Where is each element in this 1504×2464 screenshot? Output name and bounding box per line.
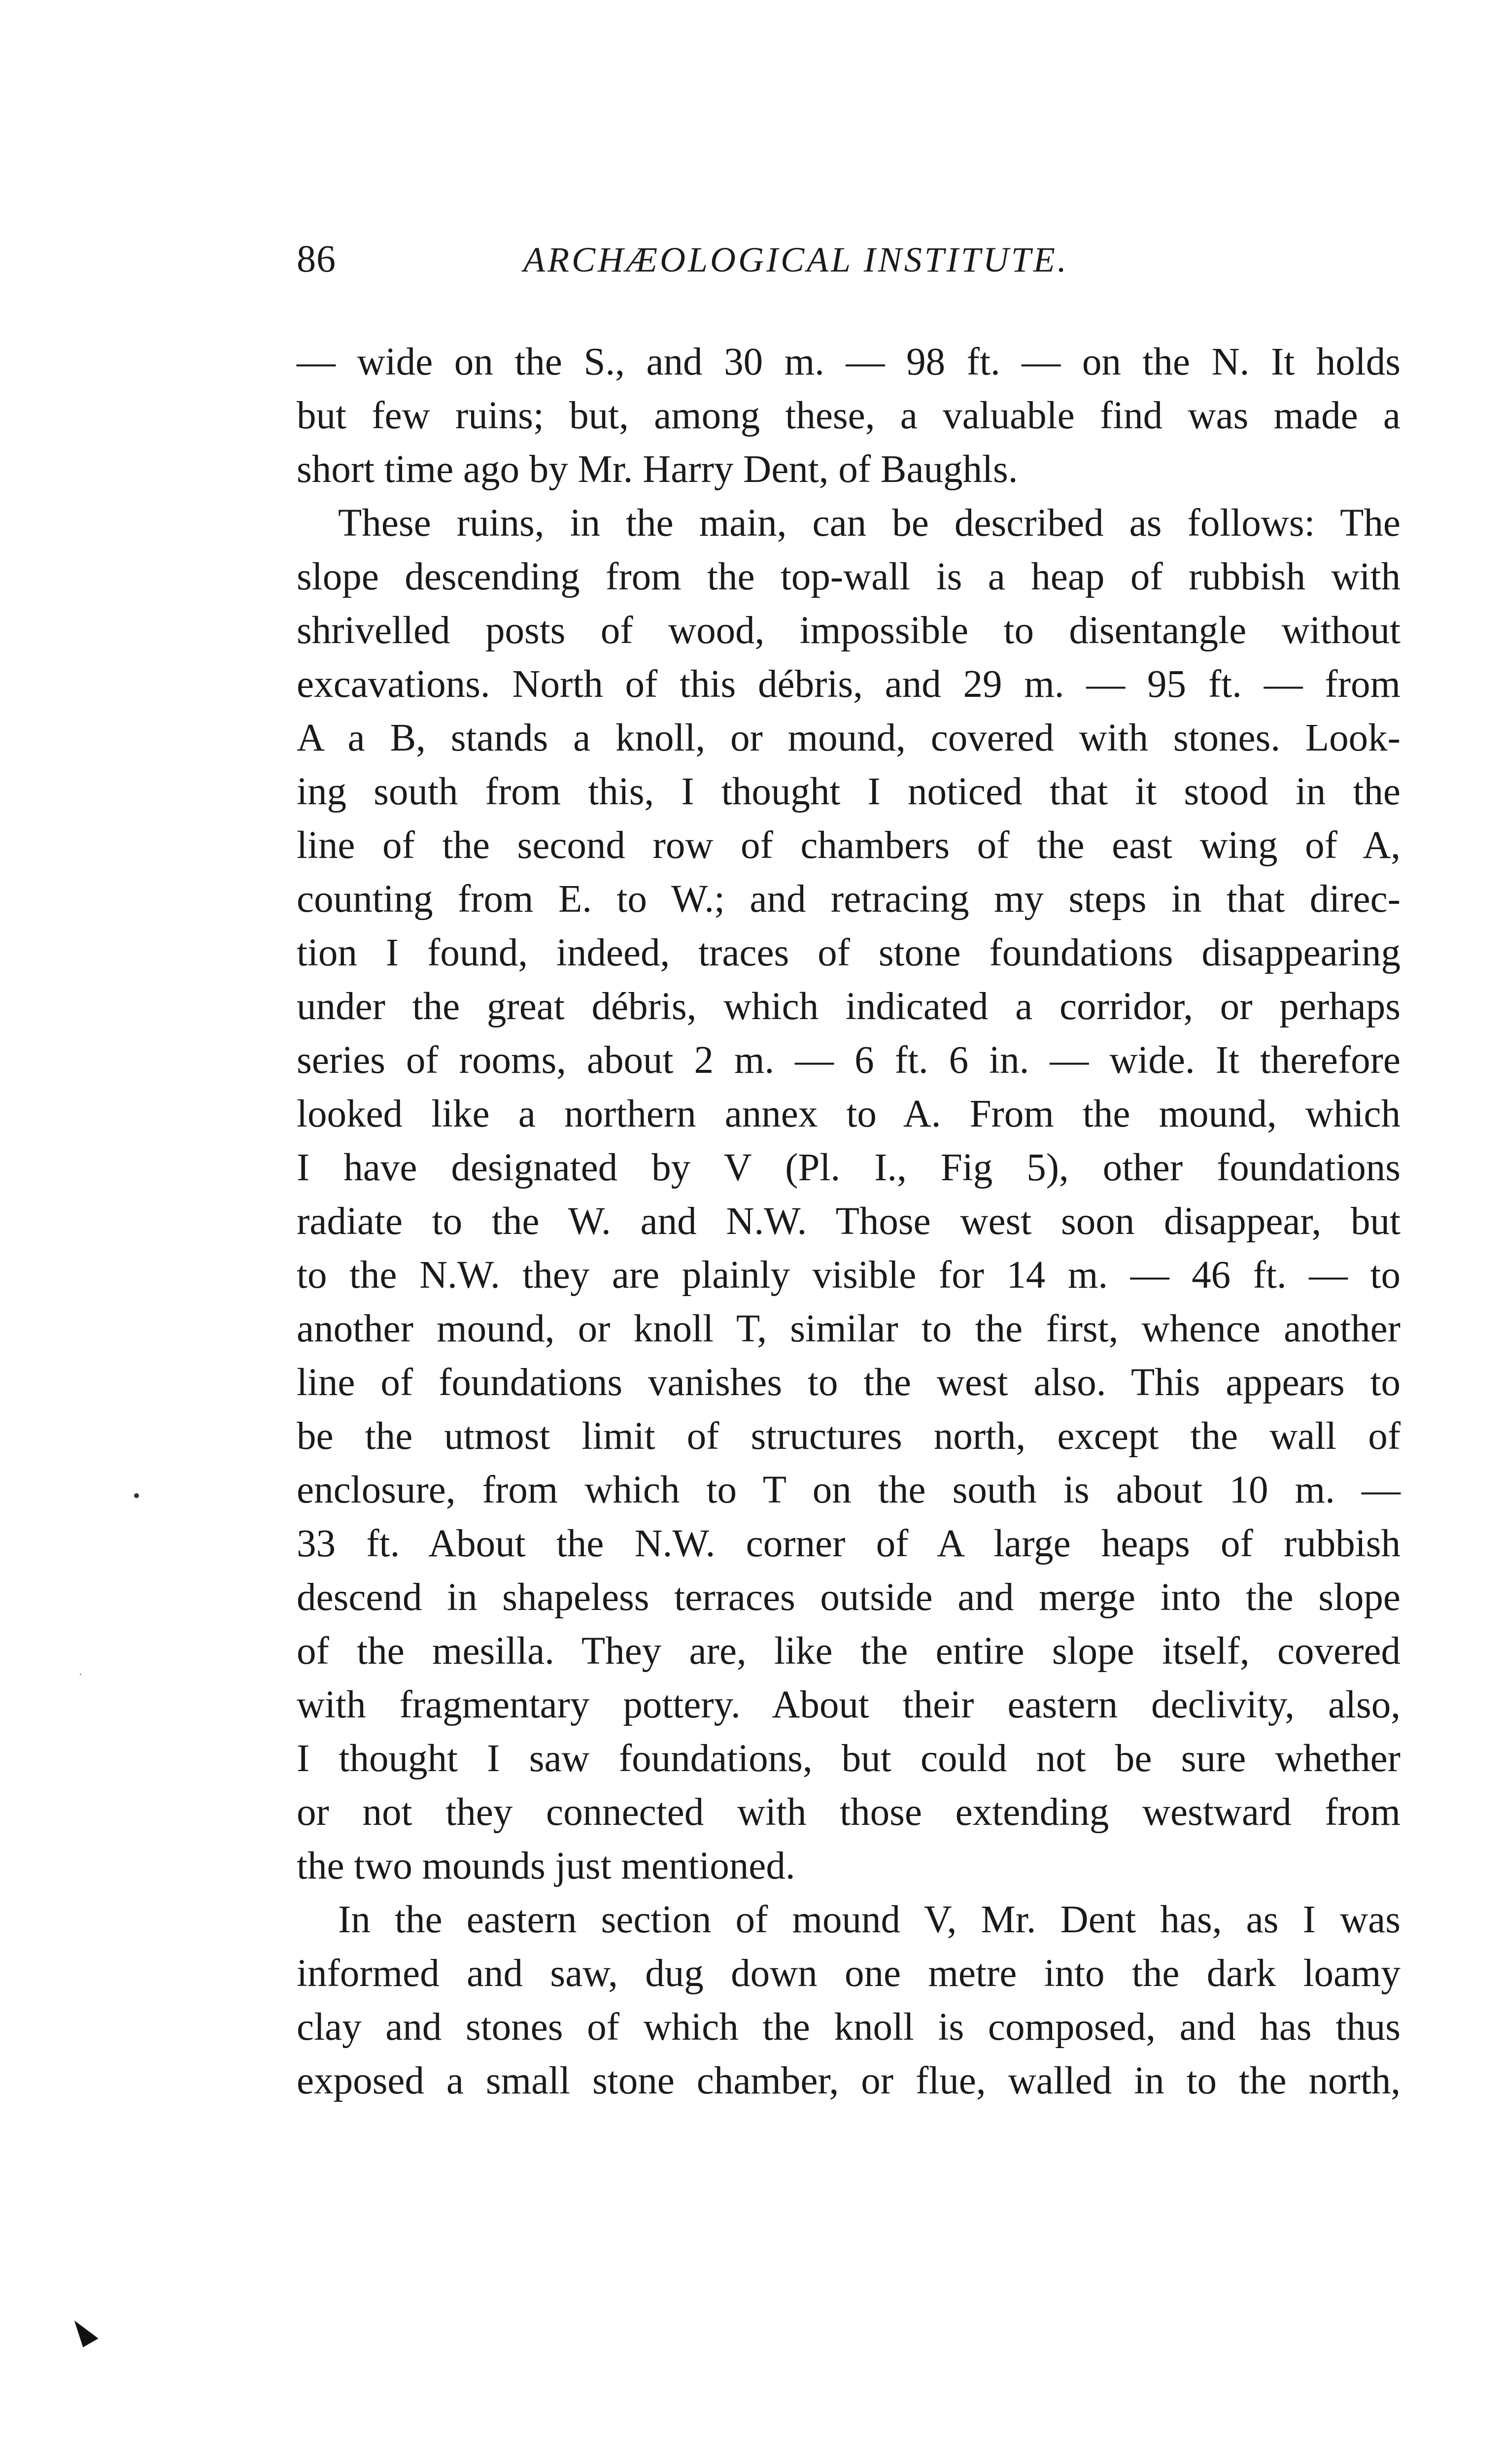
text-line: tion I found, indeed, traces of stone foundations disappearing bbox=[297, 931, 1401, 974]
text-line: series of rooms, about 2 m. — 6 ft. 6 in. — wide. It therefore bbox=[297, 1039, 1401, 1082]
text-line: informed and saw, dug down one metre into the dark loamy bbox=[297, 1952, 1401, 1995]
text-line: excavations. North of this débris, and 29 m. — 95 ft. — from bbox=[297, 663, 1401, 706]
paragraph-3 bbox=[297, 1893, 1401, 2108]
text-line: enclosure, from which to T on the south is about 10 m. — bbox=[297, 1469, 1401, 1511]
text-line: be the utmost limit of structures north, except the wall of bbox=[297, 1415, 1401, 1458]
text-line: clay and stones of which the knoll is composed, and has thus bbox=[297, 2006, 1401, 2049]
text-line: or not they connected with those extending westward from bbox=[297, 1791, 1401, 1834]
text-line: slope descending from the top-wall is a heap of rubbish with bbox=[297, 555, 1401, 598]
text-line: under the great débris, which indicated a corridor, or perhaps bbox=[297, 985, 1401, 1028]
corner-arrow-mark bbox=[69, 2315, 98, 2347]
text-line: line of the second row of chambers of the east wing of A, bbox=[297, 824, 1401, 867]
text-line: counting from E. to W.; and retracing my steps in that direc- bbox=[297, 878, 1401, 921]
page-number: 86 bbox=[297, 237, 336, 280]
text-line: short time ago by Mr. Harry Dent, of Baughls. bbox=[297, 448, 1018, 491]
text-line: with fragmentary pottery. About their eastern declivity, also, bbox=[297, 1683, 1401, 1726]
text-line: line of foundations vanishes to the west also. This appears to bbox=[297, 1361, 1401, 1404]
margin-speck-mark bbox=[80, 1674, 81, 1675]
text-line: A a B, stands a knoll, or mound, covered with stones. Look- bbox=[297, 717, 1401, 759]
text-line: I thought I saw foundations, but could not be sure whether bbox=[297, 1737, 1401, 1780]
text-line: exposed a small stone chamber, or flue, walled in to the north, bbox=[297, 2059, 1401, 2102]
text-line: another mound, or knoll T, similar to the first, whence another bbox=[297, 1307, 1401, 1350]
text-line: 33 ft. About the N.W. corner of A large heaps of rubbish bbox=[297, 1522, 1401, 1565]
text-line: shrivelled posts of wood, impossible to disentangle without bbox=[297, 609, 1401, 652]
text-line: I have designated by V (Pl. I., Fig 5), other foundations bbox=[297, 1146, 1401, 1189]
text-line: ing south from this, I thought I noticed that it stood in the bbox=[297, 770, 1401, 813]
margin-dot-mark bbox=[134, 1493, 139, 1498]
paragraph-1 bbox=[297, 335, 1401, 496]
text-line: In the eastern section of mound V, Mr. Dent has, as I was bbox=[338, 1898, 1401, 1941]
text-line: to the N.W. they are plainly visible for 14 m. — 46 ft. — to bbox=[297, 1254, 1401, 1297]
text-line: — wide on the S., and 30 m. — 98 ft. — on the N. It holds bbox=[297, 341, 1401, 383]
page-header bbox=[297, 237, 1401, 296]
text-line: looked like a northern annex to A. From the mound, which bbox=[297, 1093, 1401, 1135]
text-line: These ruins, in the main, can be described as follows: The bbox=[338, 502, 1401, 545]
text-line: descend in shapeless terraces outside and merge into the slope bbox=[297, 1576, 1401, 1619]
paragraph-2 bbox=[297, 496, 1401, 1893]
text-line: of the mesilla. They are, like the entire slope itself, covered bbox=[297, 1630, 1401, 1673]
text-line: but few ruins; but, among these, a valuable find was made a bbox=[297, 394, 1401, 437]
running-title: ARCHÆOLOGICAL INSTITUTE. bbox=[523, 240, 1069, 279]
text-line: the two mounds just mentioned. bbox=[297, 1845, 795, 1887]
body-text bbox=[297, 335, 1401, 2108]
text-line: radiate to the W. and N.W. Those west soon disappear, but bbox=[297, 1200, 1401, 1243]
